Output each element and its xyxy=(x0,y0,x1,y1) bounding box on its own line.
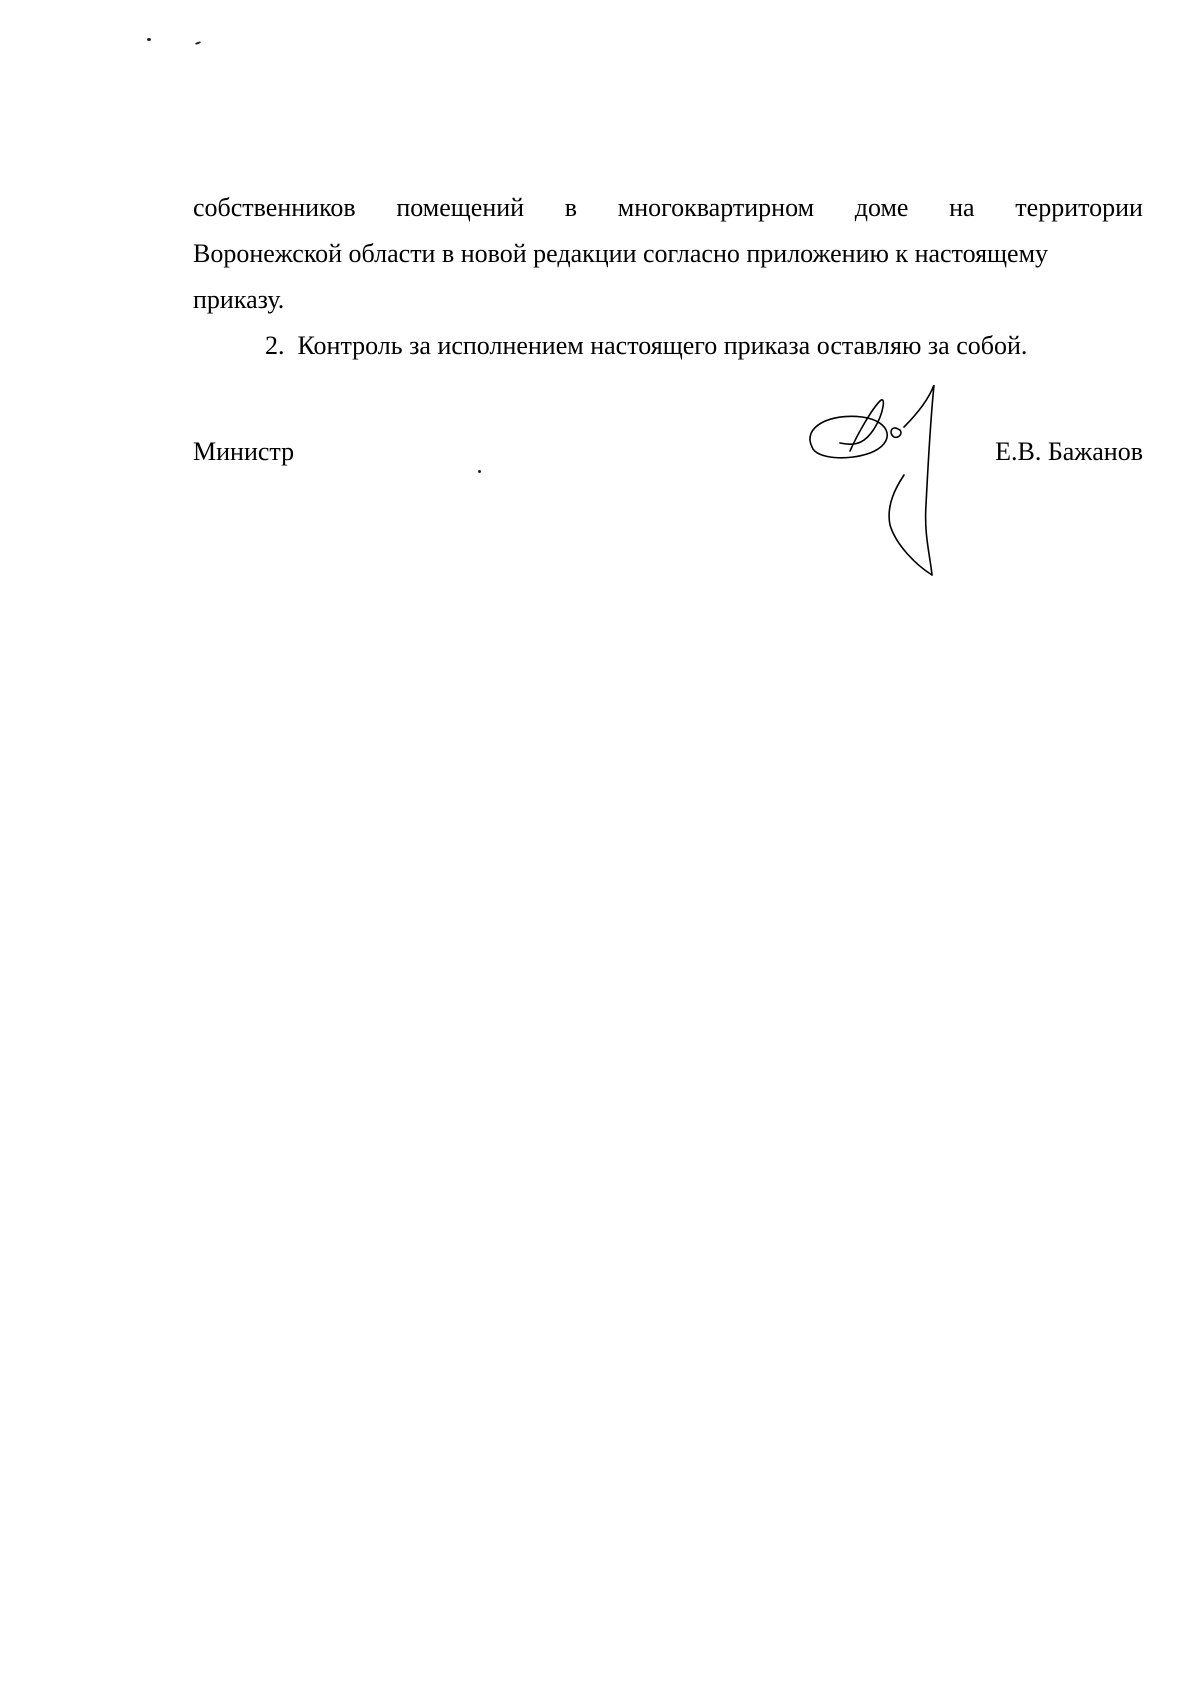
item-text: Контроль за исполнением настоящего приказа оставляю за собой. xyxy=(297,331,1028,360)
handwritten-signature xyxy=(800,385,970,585)
word: многоквартирном xyxy=(617,193,815,222)
word: помещений xyxy=(396,193,525,222)
scan-speck xyxy=(147,38,151,41)
word: территории xyxy=(1015,193,1143,222)
word: на xyxy=(949,193,975,222)
word: доме xyxy=(854,193,909,222)
signatory-title: Министр xyxy=(193,437,295,466)
scan-speck xyxy=(195,41,201,45)
numbered-item xyxy=(265,323,1143,369)
paragraph-line: Воронежской области в новой редакции согласно приложению к настоящему xyxy=(193,239,1049,268)
signatory-name: Е.В. Бажанов xyxy=(995,437,1143,466)
word: в xyxy=(564,193,578,222)
paragraph-line xyxy=(193,185,1143,231)
paragraph-line: приказу. xyxy=(193,285,285,314)
signature-row xyxy=(193,432,1143,472)
word: собственников xyxy=(193,193,356,222)
document-body xyxy=(193,185,1143,369)
item-number: 2. xyxy=(265,331,285,360)
